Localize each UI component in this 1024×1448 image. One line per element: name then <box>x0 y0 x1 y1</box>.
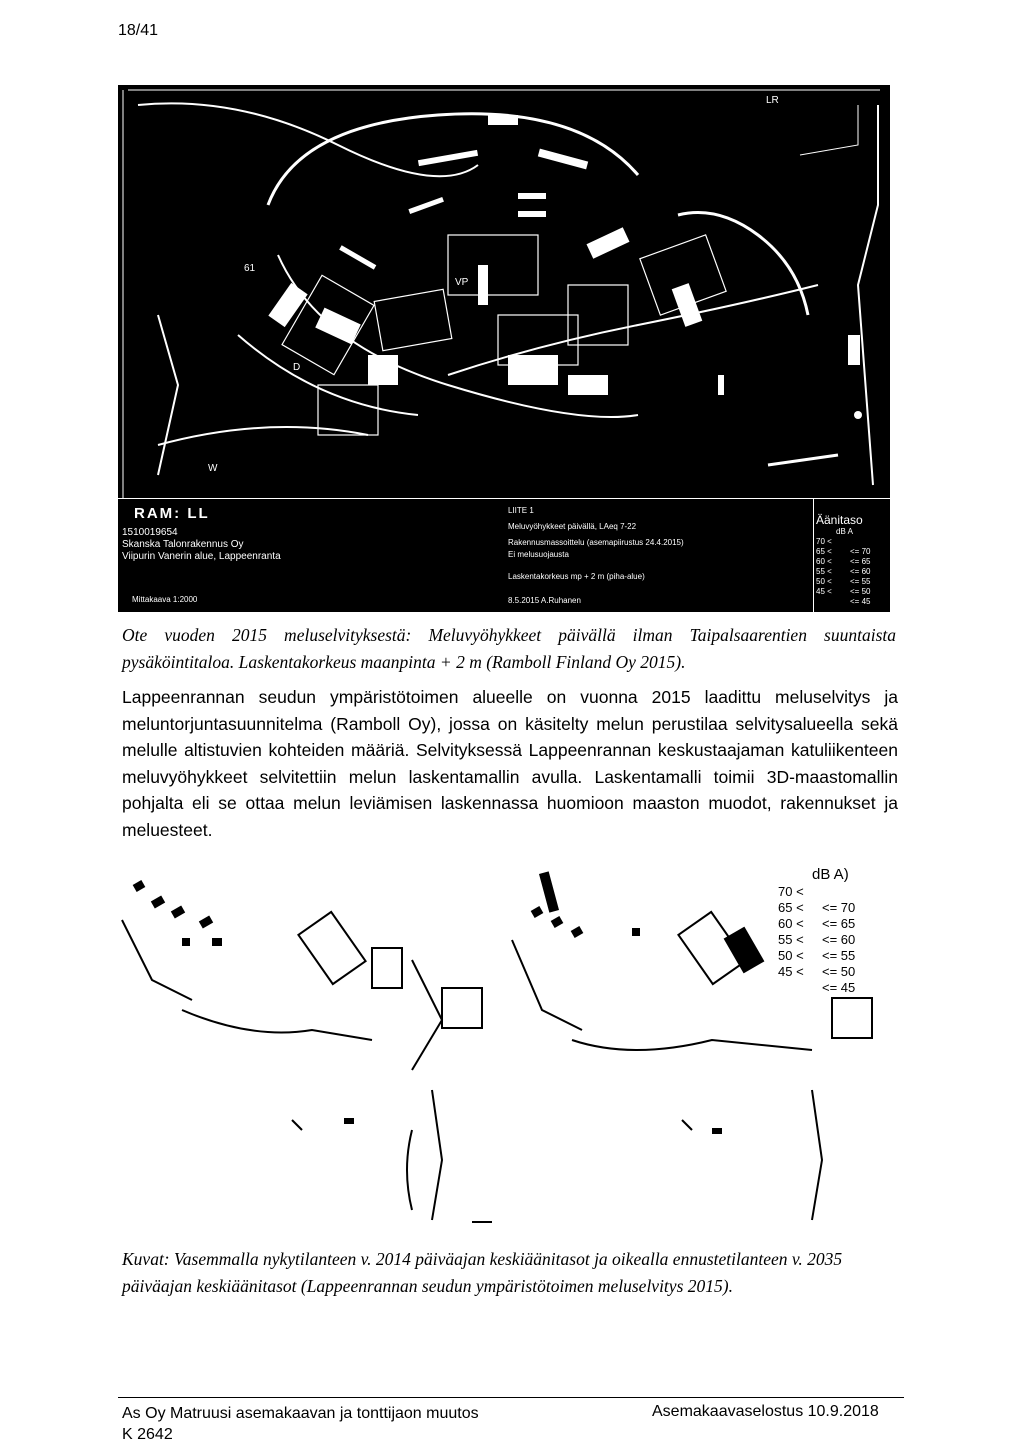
project-name: Viipurin Vanerin alue, Lappeenranta <box>122 551 281 562</box>
map-label-61: 61 <box>244 263 256 274</box>
client-name: Skanska Talonrakennus Oy <box>122 539 244 550</box>
noise-legend <box>816 513 884 607</box>
map-label-vp: VP <box>455 277 469 288</box>
legend-row: 65 < <= 70 <box>816 547 871 556</box>
title-block-divider <box>813 499 814 612</box>
footer-number: K 2642 <box>122 1426 173 1443</box>
map-label-lr: LR <box>766 95 779 106</box>
legend-row: 55 < <= 60 <box>778 932 856 947</box>
map-title-block <box>118 498 890 612</box>
comparison-legend-title: dB A) <box>812 866 849 883</box>
legend-title: Äänitaso <box>816 513 863 527</box>
legend-row: 70 < <box>778 884 804 899</box>
description-line: Ei melusuojausta <box>508 550 569 559</box>
company-logo: RAM: LL <box>134 505 210 522</box>
legend-row: 50 < <= 55 <box>816 577 871 586</box>
date-author: 8.5.2015 A.Ruhanen <box>508 596 581 605</box>
map-label-w: W <box>208 463 218 474</box>
legend-row: <= 45 <box>850 597 871 606</box>
body-paragraph: Lappeenrannan seudun ympäristötoimen alueelle on vuonna 2015 laadittu meluselvitys ja meluntorjuntasuunnitelma (Ramboll Oy), jossa on käsitelty melun perustilaa selvitysalueella sekä melulle altistuvien kohteiden määriä. Selvityksessä Lappeenrannan keskustaajaman katuliikenteen meluvyöhykkeet selvitettiin melun laskentamallin avulla. Laskentamalli toimii 3D-maastomallin pohjalta eli se ottaa melun leviämisen laskennassa huomioon maaston muodot, rakennukset ja meluesteet. <box>122 687 898 840</box>
footer-title: As Oy Matruusi asemakaavan ja tonttijaon muutos <box>122 1405 479 1422</box>
footer-document: Asemakaavaselostus 10.9.2018 <box>652 1403 879 1420</box>
project-number: 1510019654 <box>122 527 178 538</box>
legend-unit: dB A <box>836 527 853 536</box>
legend-row: 65 < <= 70 <box>778 900 856 915</box>
description-line: Rakennusmassoittelu (asemapiirustus 24.4.2015) <box>508 538 684 547</box>
comparison-legend <box>778 866 866 996</box>
map-drawing <box>118 85 890 498</box>
legend-row: 45 < <= 50 <box>816 587 871 596</box>
map-label-d: D <box>293 362 301 373</box>
legend-row: 50 < <= 55 <box>778 948 856 963</box>
comparison-maps <box>112 860 896 1235</box>
caption-bottom: Kuvat: Vasemmalla nykytilanteen v. 2014 päiväajan keskiäänitasot ja oikealla ennustetilanteen v. 2035 päiväajan keskiäänitasot (Lappeenrannan seudun ympäristötoimen meluselvitys 2015). <box>122 1249 843 1296</box>
legend-row: 60 < <= 65 <box>816 557 871 566</box>
map-scale: Mittakaava 1:2000 <box>132 595 198 604</box>
legend-row: <= 45 <box>822 980 856 995</box>
description-line: Laskentakorkeus mp + 2 m (piha-alue) <box>508 572 645 581</box>
legend-row: 60 < <= 65 <box>778 916 856 931</box>
description-line: Meluvyöhykkeet päivällä, LAeq 7-22 <box>508 522 637 531</box>
noise-zone-map <box>118 85 890 612</box>
page-number: 18/41 <box>118 22 159 39</box>
caption-top: Ote vuoden 2015 meluselvityksestä: Meluvyöhykkeet päivällä ilman Taipalsaarentien suuntaista pysäköintitaloa. Laskentakorkeus maanpinta + 2 m (Ramboll Finland Oy 2015). <box>122 625 896 672</box>
attachment-label: LIITE 1 <box>508 506 534 515</box>
footer-divider <box>118 1397 904 1398</box>
footer-left <box>122 1403 479 1445</box>
legend-row: 55 < <= 60 <box>816 567 871 576</box>
legend-row: 45 < <= 50 <box>778 964 856 979</box>
legend-row: 70 < <box>816 537 832 546</box>
